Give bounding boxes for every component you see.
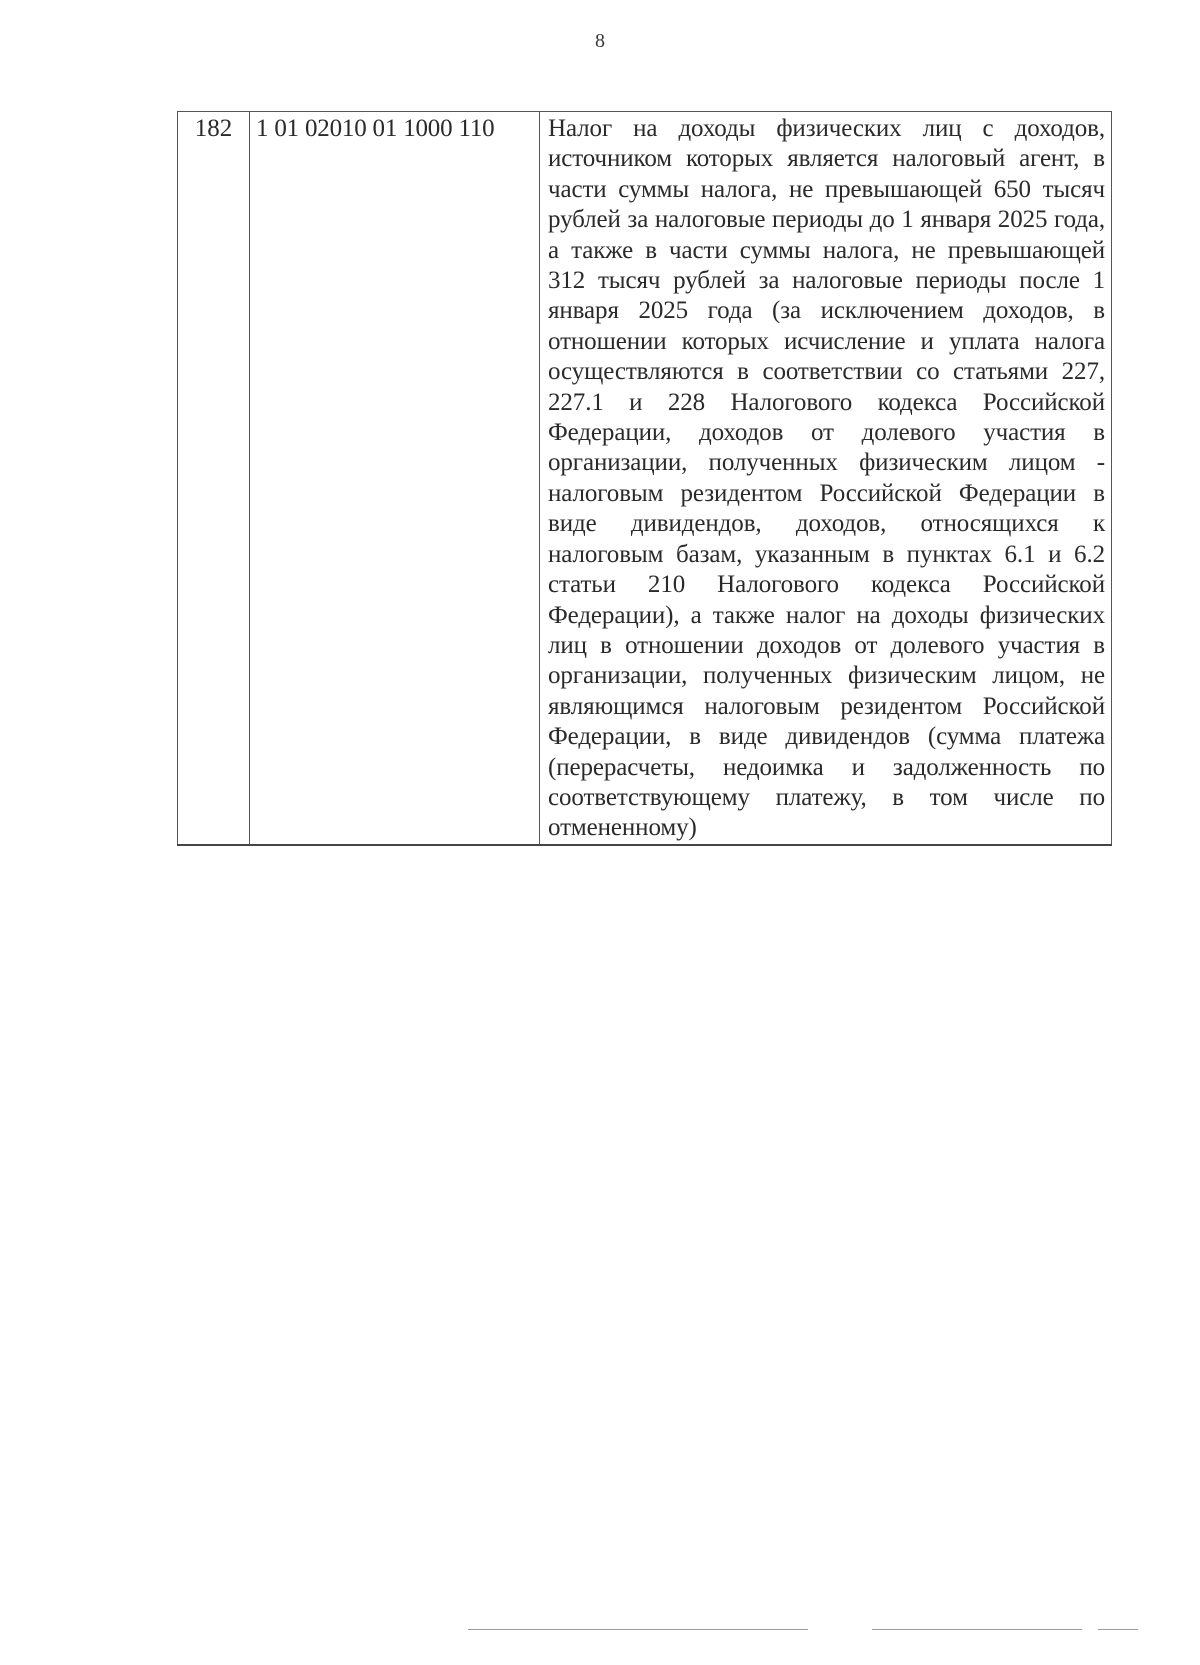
page-number: 8 xyxy=(595,30,605,52)
scan-line-artifact xyxy=(1098,1629,1138,1630)
description-cell: Налог на доходы физических лиц с доходов, источником которых является налоговый агент, в части суммы налога, не превышающей 650 тысяч рублей за налоговые периоды до 1 января 2025 года, а также в части суммы налога, не превышающей 312 тысяч рублей за налоговые периоды после 1 января 2025 года (за исключением доходов, в отношении которых исчисление и уплата налога осуществляются в соответствии со статьями 227, 227.1 и 228 Налогового кодекса Российской Федерации, доходов от долевого участия в организации, полученных физическим лицом - налоговым резидентом Российской Федерации в виде дивидендов, доходов, относящихся к налоговым базам, указанным в пунктах 6.1 и 6.2 статьи 210 Налогового кодекса Российской Федерации), а также налог на доходы физических лиц в отношении доходов от долевого участия в организации, полученных физическим лицом, не являющимся налоговым резидентом Российской Федерации, в виде дивидендов (сумма платежа (перерасчеты, недоимка и задолженность по соответствующему платежу, в том числе по отмененному) xyxy=(540,112,1112,845)
budget-classification-table xyxy=(177,111,1112,846)
table-row xyxy=(178,112,1112,845)
scan-line-artifact xyxy=(468,1629,808,1630)
scan-line-artifact xyxy=(872,1629,1082,1630)
kbk-code-cell: 1 01 02010 01 1000 110 xyxy=(250,112,540,845)
admin-code-cell: 182 xyxy=(178,112,250,845)
